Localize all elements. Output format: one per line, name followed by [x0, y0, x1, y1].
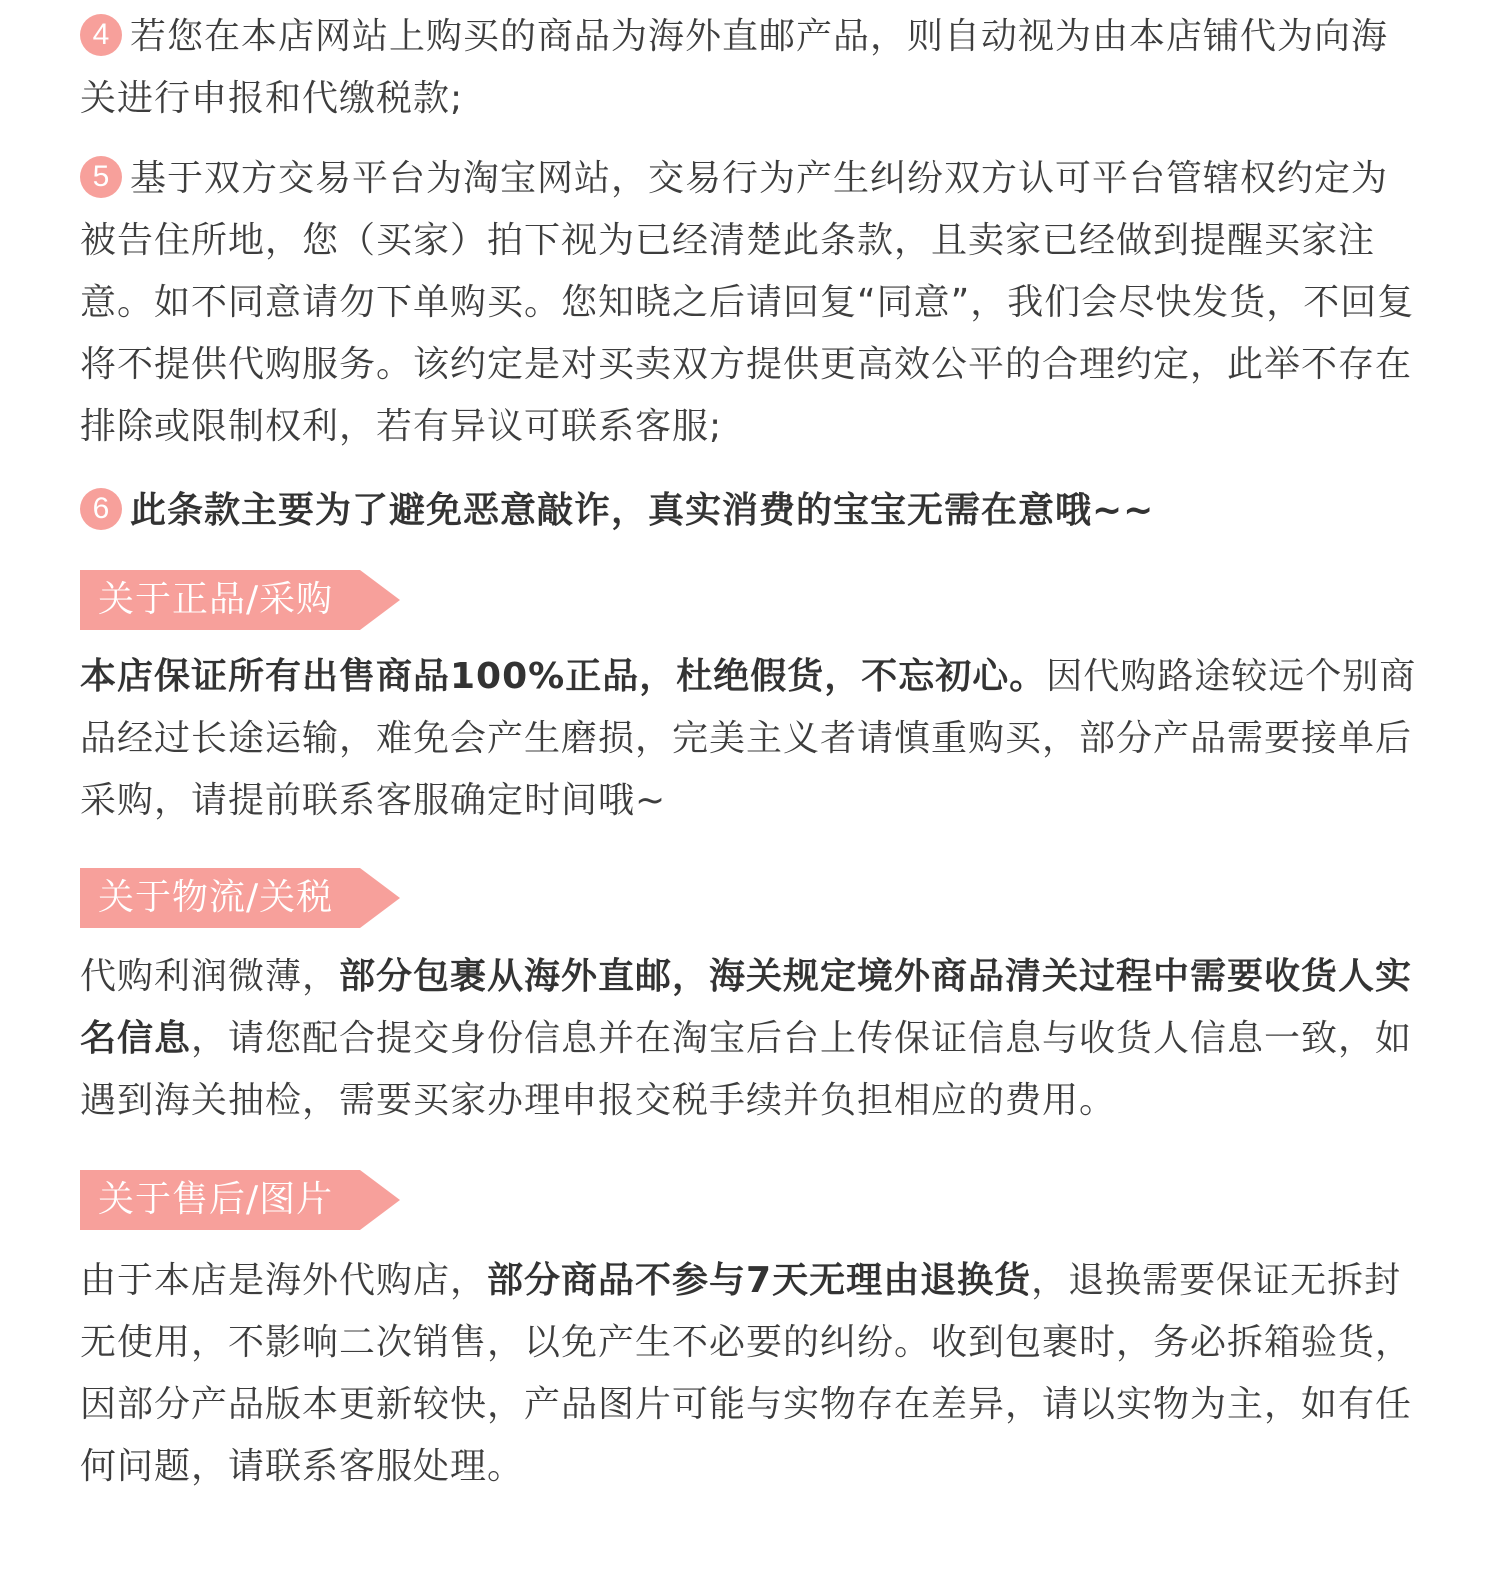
- policy-item-text: 基于双方交易平台为淘宝网站，交易行为产生纠纷双方认可平台管辖权约定为被告住所地，您（买家）拍下视为已经清楚此条款，且卖家已经做到提醒买家注意。如不同意请勿下单购买。您知晓之后请回复“同意”，我们会尽快发货，不回复将不提供代购服务。该约定是对买卖双方提供更高效公平的合理约定，此举不存在排除或限制权利，若有异议可联系客服;: [80, 158, 1415, 447]
- section-bold-text: 部分商品不参与7天无理由退换货: [487, 1260, 1032, 1301]
- section-pre-text: 代购利润微薄，: [80, 956, 340, 997]
- section-title-authentic-purchase: 关于正品/采购: [80, 570, 360, 630]
- policy-item-5: [80, 148, 1420, 458]
- policy-item-text: 若您在本店网站上购买的商品为海外直邮产品，则自动视为由本店铺代为向海关进行申报和代缴税款;: [80, 16, 1389, 119]
- section-pre-text: 由于本店是海外代购店，: [80, 1260, 488, 1301]
- section-title-logistics-tax: 关于物流/关税: [80, 868, 360, 928]
- section-title-after-sales-images: 关于售后/图片: [80, 1170, 360, 1230]
- section-bold-text: 部分包裹从海外直邮，海关规定境外商品清关过程中需要收货人实名信息: [80, 956, 1413, 1059]
- section-body-after-sales-images: [80, 1250, 1420, 1498]
- section-text: 因代购路途较远个别商品经过长途运输，难免会产生磨损，完美主义者请慎重购买，部分产品需要接单后采购，请提前联系客服确定时间哦~: [80, 656, 1417, 821]
- number-badge: 5: [80, 156, 122, 198]
- policy-item-text: 此条款主要为了避免恶意敲诈，真实消费的宝宝无需在意哦~~: [130, 490, 1155, 531]
- section-body-authentic-purchase: [80, 646, 1420, 832]
- section-text: ，退换需要保证无拆封无使用，不影响二次销售，以免产生不必要的纠纷。收到包裹时，务必拆箱验货，因部分产品版本更新较快，产品图片可能与实物存在差异，请以实物为主，如有任何问题，请联系客服处理。: [80, 1260, 1413, 1487]
- section-body-logistics-tax: [80, 946, 1420, 1132]
- section-bold-text: 本店保证所有出售商品100%正品，杜绝假货，不忘初心。: [80, 656, 1047, 697]
- number-badge: 4: [80, 14, 122, 56]
- policy-item-4: [80, 6, 1420, 130]
- policy-item-6: [80, 480, 1420, 542]
- section-text: ，请您配合提交身份信息并在淘宝后台上传保证信息与收货人信息一致，如遇到海关抽检，需要买家办理申报交税手续并负担相应的费用。: [80, 1018, 1413, 1121]
- number-badge: 6: [80, 488, 122, 530]
